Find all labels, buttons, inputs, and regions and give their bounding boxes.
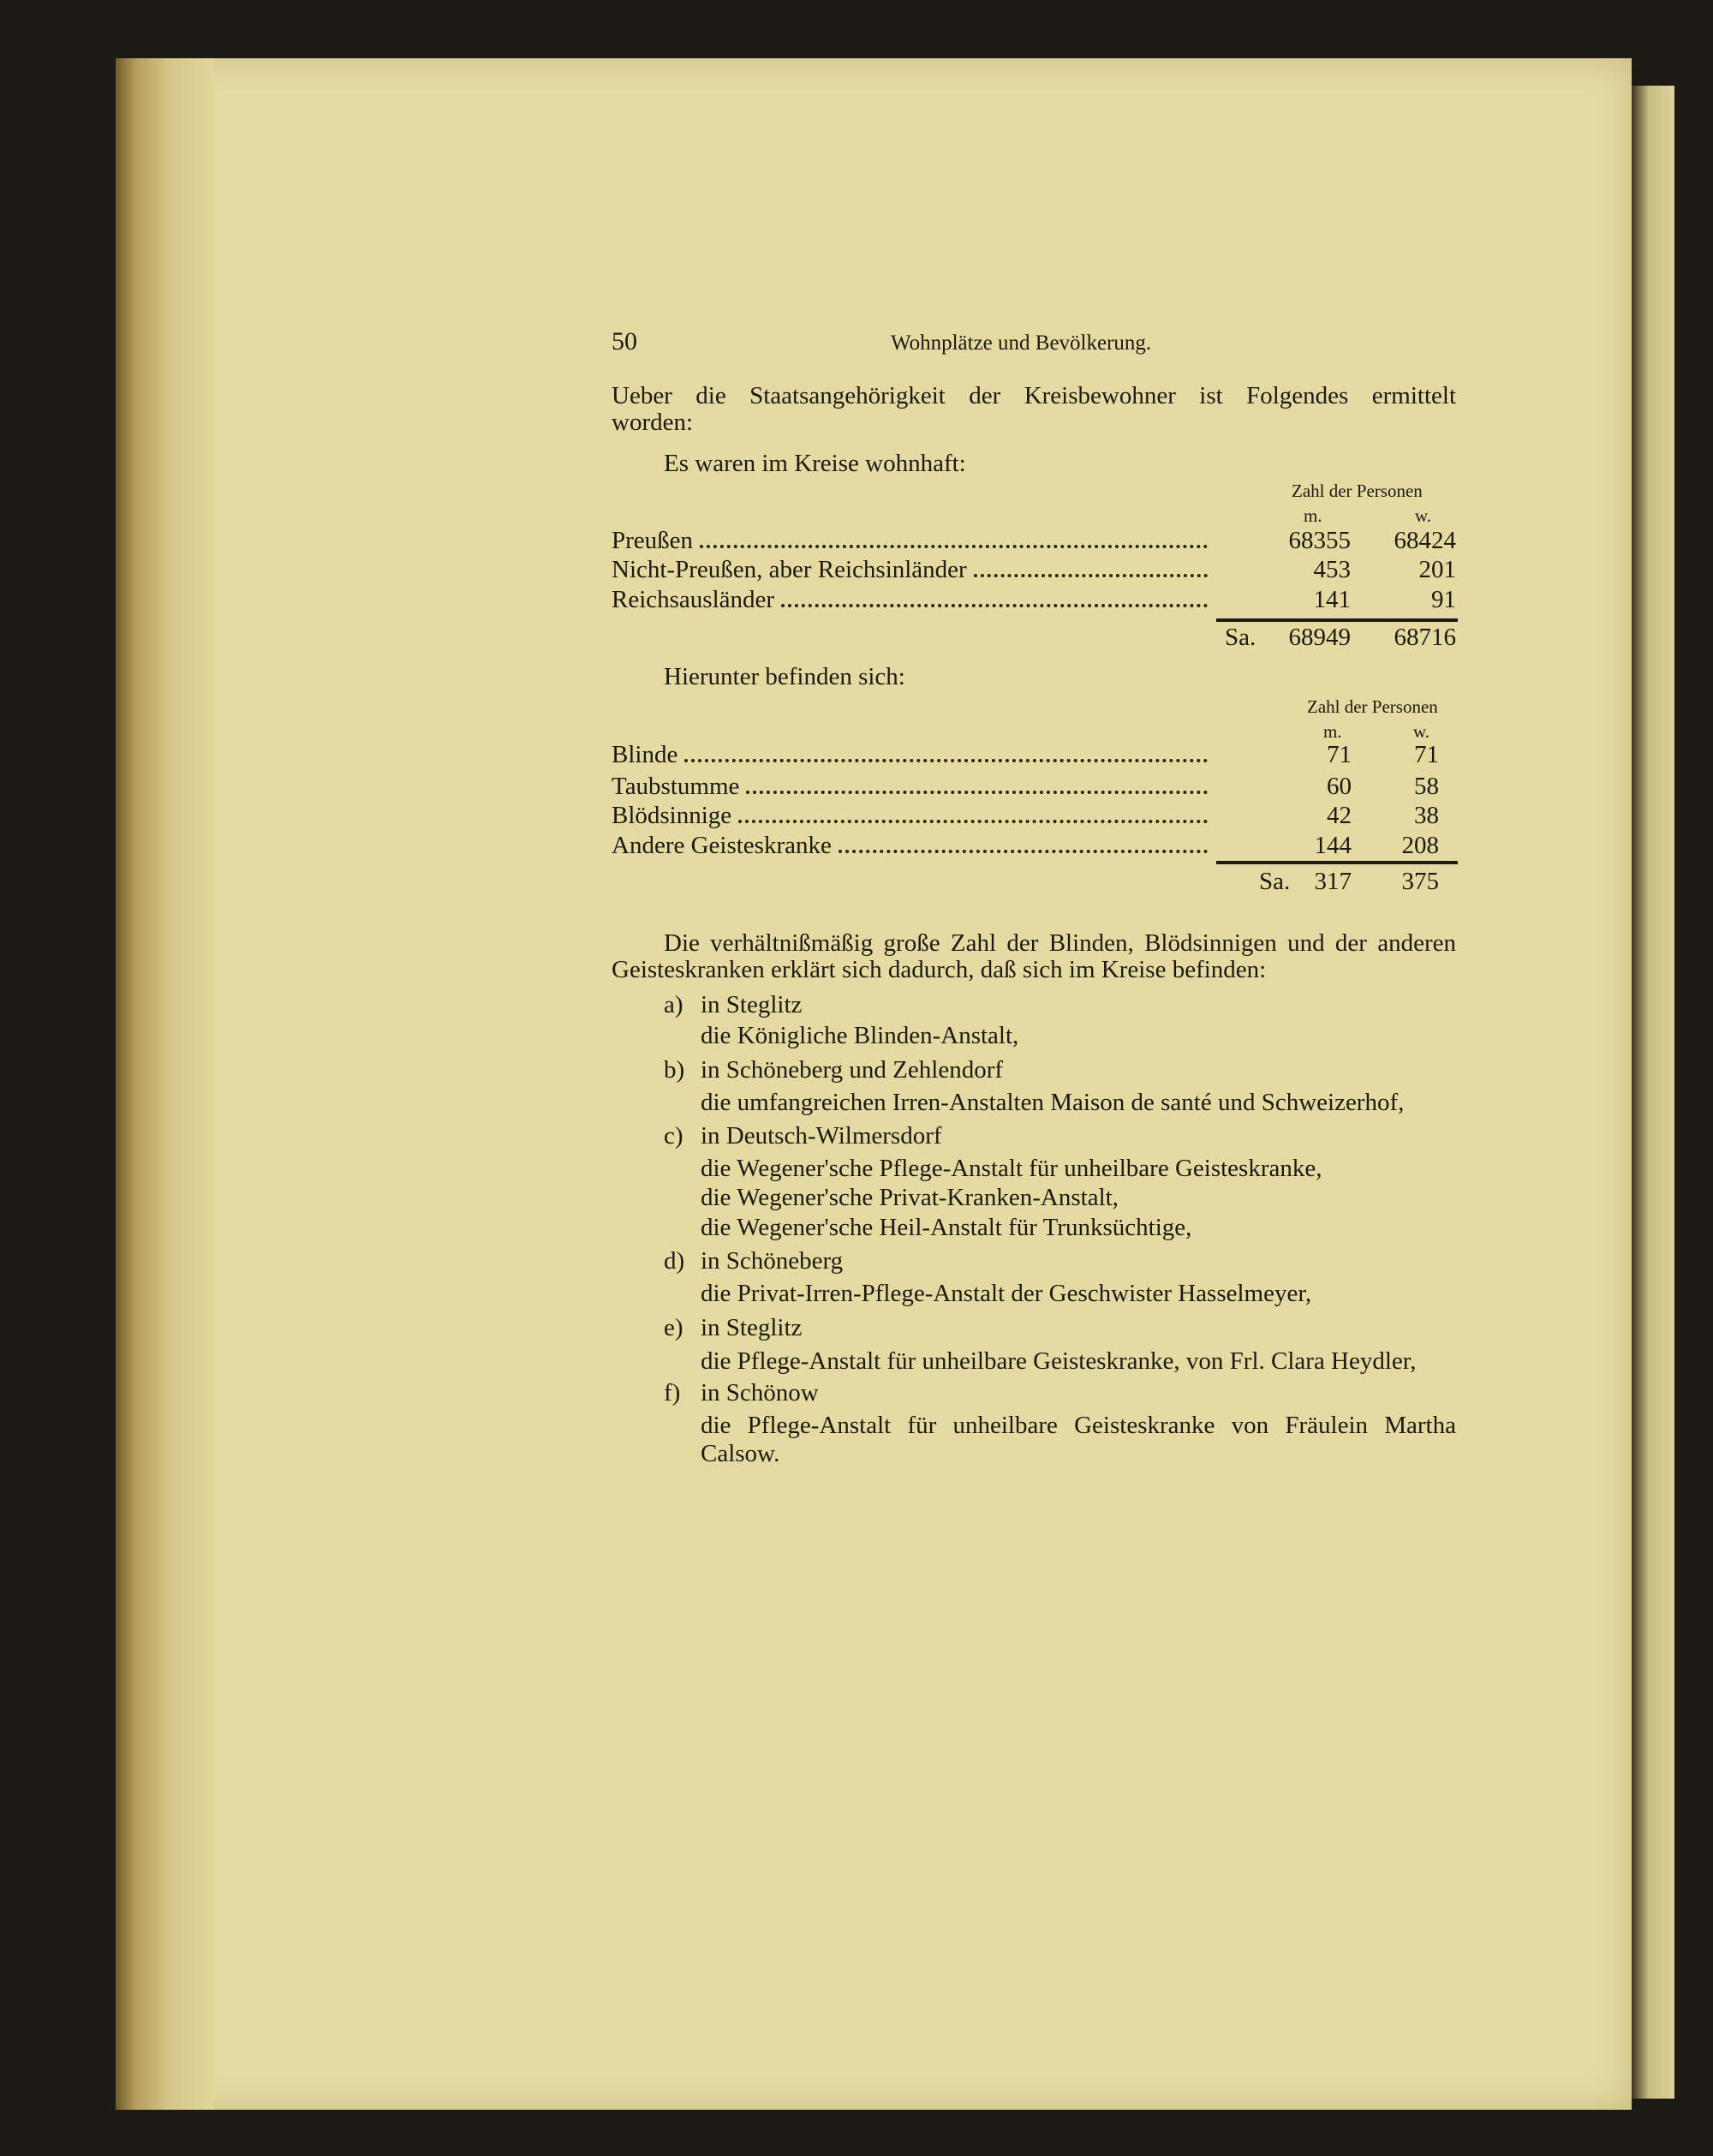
table2-sum-rule	[1216, 861, 1458, 864]
dot-leader	[781, 604, 1208, 607]
list-letter: c)	[664, 1122, 683, 1150]
list-letter: a)	[664, 991, 683, 1018]
row-label: Taubstumme	[612, 773, 740, 800]
table-row	[612, 555, 1456, 584]
row-label: Preußen	[612, 527, 694, 554]
list-detail-line: Calsow.	[701, 1440, 780, 1467]
list-place: in Steglitz	[701, 991, 803, 1018]
row-value-w: 71	[1414, 741, 1439, 768]
row-value-m: 60	[1327, 773, 1352, 800]
table1-group-header: Zahl der Personen	[1292, 481, 1423, 501]
list-detail-line: die Wegener'sche Heil-Anstalt für Trunksüchtige,	[701, 1214, 1192, 1241]
row-label: Nicht-Preußen, aber Reichsinländer	[612, 556, 967, 583]
intro-line-1: Ueber die Staatsangehörigkeit der Kreisbewohner ist Folgendes ermittelt	[612, 382, 1456, 409]
row-value-m: 71	[1327, 741, 1352, 768]
table1-sum-m: 68949	[1288, 624, 1351, 651]
list-letter: b)	[664, 1056, 685, 1084]
table-row	[612, 585, 1456, 614]
explanation-line-2: Geisteskranken erklärt sich dadurch, daß sich im Kreise befinden:	[612, 956, 1267, 983]
table-row	[612, 801, 1439, 830]
intro-line-2: worden:	[612, 409, 694, 436]
list-detail-line: die Pflege-Anstalt für unheilbare Geisteskranke, von Frl. Clara Heydler,	[701, 1347, 1417, 1375]
row-value-w: 208	[1401, 832, 1439, 859]
row-value-w: 38	[1414, 802, 1439, 829]
table2-sum-label: Sa.	[1259, 868, 1291, 895]
table2-sum-w: 375	[1401, 868, 1439, 895]
row-value-m: 42	[1327, 802, 1352, 829]
table-row	[612, 526, 1456, 555]
list-place: in Steglitz	[701, 1314, 803, 1341]
row-value-w: 201	[1418, 556, 1456, 583]
table2-col-w: w.	[1413, 721, 1430, 742]
list-detail-line: die Wegener'sche Pflege-Anstalt für unheilbare Geisteskranke,	[701, 1155, 1322, 1182]
list-place: in Schönow	[701, 1379, 819, 1406]
table1-col-m: m.	[1304, 505, 1322, 526]
row-value-m: 141	[1313, 586, 1351, 613]
row-label: Andere Geisteskranke	[612, 832, 832, 859]
table1-sum-rule	[1216, 618, 1458, 622]
page-number: 50	[612, 327, 637, 355]
page-edge-right	[1632, 86, 1674, 2099]
row-value-w: 58	[1414, 773, 1439, 800]
row-value-m: 68355	[1288, 527, 1351, 554]
list-place: in Deutsch-Wilmersdorf	[701, 1122, 942, 1150]
list-place: in Schöneberg und Zehlendorf	[701, 1056, 1004, 1084]
table2-sum-m: 317	[1314, 868, 1352, 895]
list-detail-line: die Pflege-Anstalt für unheilbare Geisteskranke von Fräulein Martha	[701, 1412, 1456, 1439]
dot-leader	[738, 820, 1208, 823]
row-label: Blinde	[612, 741, 678, 768]
list-letter: d)	[664, 1247, 685, 1275]
row-label: Reichsausländer	[612, 586, 775, 613]
table-row	[612, 772, 1439, 801]
table2-col-m: m.	[1323, 721, 1342, 742]
running-title: Wohnplätze und Bevölkerung.	[891, 331, 1152, 355]
row-value-w: 68424	[1394, 527, 1456, 554]
dot-leader	[684, 759, 1208, 762]
table1-sum-label: Sa.	[1225, 624, 1256, 651]
list-letter: f)	[664, 1379, 681, 1406]
list-detail-line: die Privat-Irren-Pflege-Anstalt der Geschwister Hasselmeyer,	[701, 1280, 1312, 1307]
table1-sum-w: 68716	[1394, 624, 1456, 651]
row-label: Blödsinnige	[612, 802, 732, 829]
table2-group-header: Zahl der Personen	[1307, 696, 1438, 717]
dot-leader	[974, 574, 1208, 577]
list-detail-line: die Wegener'sche Privat-Kranken-Anstalt,	[701, 1184, 1119, 1211]
dot-leader	[839, 850, 1208, 853]
dot-leader	[746, 791, 1208, 794]
row-value-m: 144	[1314, 832, 1352, 859]
page-edge-left	[116, 58, 214, 2110]
table2-caption: Hierunter befinden sich:	[664, 663, 905, 690]
explanation-line-1: Die verhältnißmäßig große Zahl der Blinden, Blödsinnigen und der anderen	[664, 929, 1456, 957]
list-detail-line: die umfangreichen Irren-Anstalten Maison de santé und Schweizerhof,	[701, 1089, 1405, 1116]
row-value-m: 453	[1313, 556, 1351, 583]
table-row	[612, 831, 1439, 860]
table1-caption: Es waren im Kreise wohnhaft:	[664, 450, 966, 477]
dot-leader	[700, 545, 1208, 548]
list-detail-line: die Königliche Blinden-Anstalt,	[701, 1022, 1019, 1049]
row-value-w: 91	[1431, 586, 1456, 613]
table1-col-w: w.	[1415, 505, 1432, 526]
list-letter: e)	[664, 1314, 683, 1341]
list-place: in Schöneberg	[701, 1247, 844, 1275]
table-row	[612, 740, 1439, 769]
